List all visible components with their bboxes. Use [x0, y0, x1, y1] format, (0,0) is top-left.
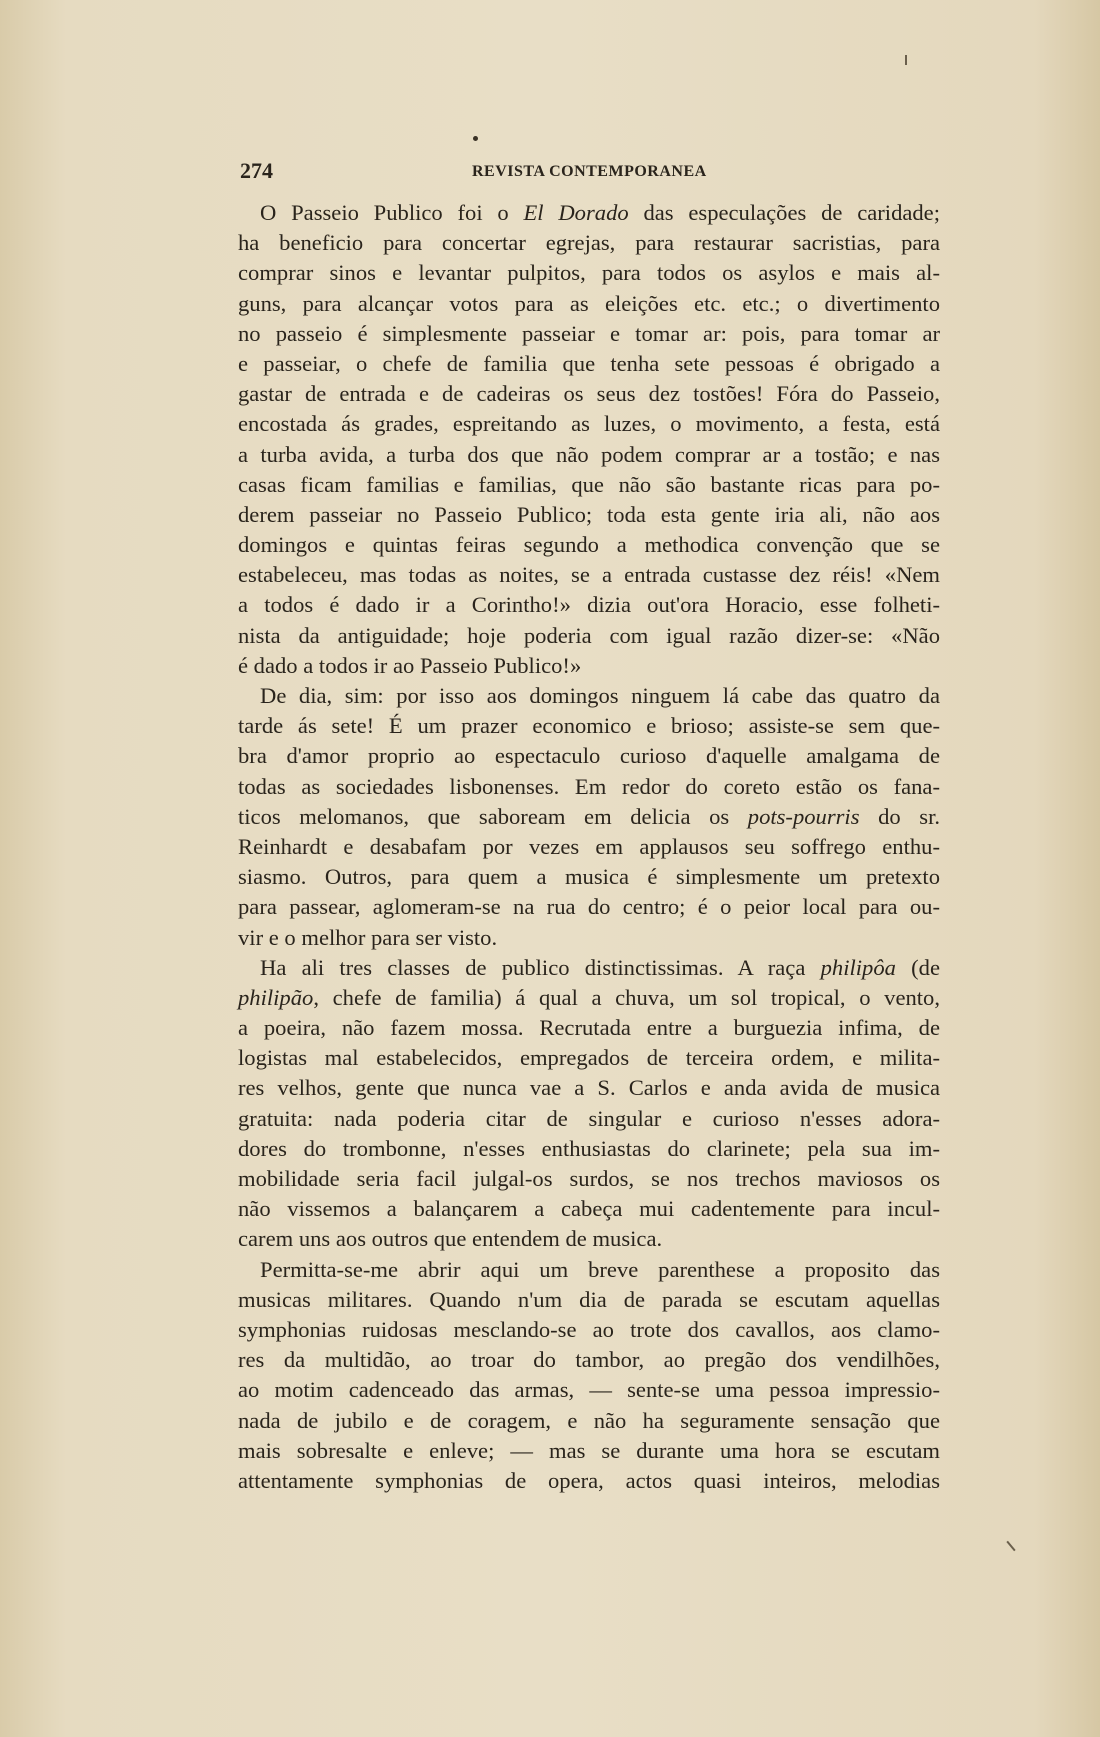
- text-line: res da multidão, ao troar do tambor, ao pregão dos vendilhões,: [238, 1347, 940, 1373]
- text-line: carem uns aos outros que entendem de musica.: [238, 1226, 663, 1252]
- text-line: não vissemos a balançarem a cabeça mui cadentemente para incul-: [238, 1196, 940, 1222]
- ink-speck: [473, 136, 478, 141]
- text-line: philipão, chefe de familia) á qual a chuva, um sol tropical, o vento,: [238, 984, 940, 1010]
- text-line: nada de jubilo e de coragem, e não ha seguramente sensação que: [238, 1407, 940, 1433]
- text-line: Permitta-se-me abrir aqui um breve parenthese a proposito das: [260, 1256, 940, 1282]
- text-line: ticos melomanos, que saboream em delicia os pots-pourris do sr.: [238, 803, 941, 829]
- text-line: tarde ás sete! É um prazer economico e brioso; assiste-se sem que-: [238, 713, 940, 739]
- text-line: derem passeiar no Passeio Publico; toda esta gente iria ali, não aos: [238, 501, 940, 527]
- text-line: estabeleceu, mas todas as noites, se a entrada custasse dez réis! «Nem: [238, 562, 940, 588]
- text-line: O Passeio Publico foi o El Dorado das especulações de caridade;: [260, 200, 940, 225]
- text-line: gratuita: nada poderia citar de singular e curioso n'esses adora-: [238, 1105, 940, 1131]
- text-line: gastar de entrada e de cadeiras os seus dez tostões! Fóra do Passeio,: [238, 381, 940, 407]
- text-line: no passeio é simplesmente passeiar e tomar ar: pois, para tomar ar: [238, 320, 940, 346]
- text-line: a poeira, não fazem mossa. Recrutada entre a burguezia infima, de: [238, 1015, 940, 1041]
- text-line: mobilidade seria facil julgal-os surdos, se nos trechos maviosos os: [238, 1166, 940, 1191]
- page-number: 274: [240, 158, 273, 183]
- text-line: todas as sociedades lisbonenses. Em redor do coreto estão os fana-: [238, 773, 940, 799]
- text-line: ha beneficio para concertar egrejas, para restaurar sacristias, para: [238, 230, 940, 256]
- text-line: é dado a todos ir ao Passeio Publico!»: [238, 652, 582, 678]
- text-line: domingos e quintas feiras segundo a methodica convenção que se: [238, 532, 940, 558]
- text-line: e passeiar, o chefe de familia que tenha sete pessoas é obrigado a: [238, 350, 940, 376]
- page-header: [240, 158, 940, 188]
- text-line: bra d'amor proprio ao espectaculo curioso d'aquelle amalgama de: [238, 743, 940, 769]
- text-line: ao motim cadenceado das armas, — sente-se uma pessoa impressio-: [238, 1377, 940, 1403]
- text-line: a turba avida, a turba dos que não podem comprar ar a tostão; e nas: [238, 441, 940, 467]
- text-line: De dia, sim: por isso aos domingos ninguem lá cabe das quatro da: [260, 683, 940, 708]
- text-line: comprar sinos e levantar pulpitos, para todos os asylos e mais al-: [238, 260, 940, 286]
- text-line: attentamente symphonias de opera, actos quasi inteiros, melodias: [238, 1467, 940, 1493]
- text-line: encostada ás grades, espreitando as luzes, o movimento, a festa, está: [238, 411, 940, 437]
- text-line: musicas militares. Quando n'um dia de parada se escutam aquellas: [238, 1286, 940, 1312]
- running-title: REVISTA CONTEMPORANEA: [472, 163, 707, 180]
- text-line: vir e o melhor para ser visto.: [238, 924, 498, 950]
- body-text: [238, 198, 940, 1496]
- text-line: logistas mal estabelecidos, empregados de terceira ordem, e milita-: [238, 1045, 940, 1071]
- text-line: siasmo. Outros, para quem a musica é simplesmente um pretexto: [238, 864, 940, 890]
- text-line: casas ficam familias e familias, que não são bastante ricas para po-: [238, 471, 940, 497]
- text-line: para passear, aglomeram-se na rua do centro; é o peior local para ou-: [238, 894, 940, 920]
- text-line: Ha ali tres classes de publico distinctissimas. A raça philipôa (de: [260, 954, 941, 980]
- paper-blemish: [905, 55, 907, 65]
- text-line: guns, para alcançar votos para as eleições etc. etc.; o divertimento: [238, 290, 940, 316]
- text-line: a todos é dado ir a Corintho!» dizia out'ora Horacio, esse folheti-: [238, 592, 940, 618]
- text-line: Reinhardt e desabafam por vezes em applausos seu soffrego enthu-: [238, 833, 940, 859]
- text-line: symphonias ruidosas mesclando-se ao trote dos cavallos, aos clamo-: [238, 1316, 940, 1342]
- text-line: mais sobresalte e enleve; — mas se durante uma hora se escutam: [238, 1437, 940, 1463]
- text-line: res velhos, gente que nunca vae a S. Carlos e anda avida de musica: [238, 1075, 940, 1101]
- paper-blemish: [1006, 1541, 1015, 1551]
- text-line: dores do trombonne, n'esses enthusiastas do clarinete; pela sua im-: [238, 1135, 940, 1161]
- text-line: nista da antiguidade; hoje poderia com igual razão dizer-se: «Não: [238, 622, 940, 648]
